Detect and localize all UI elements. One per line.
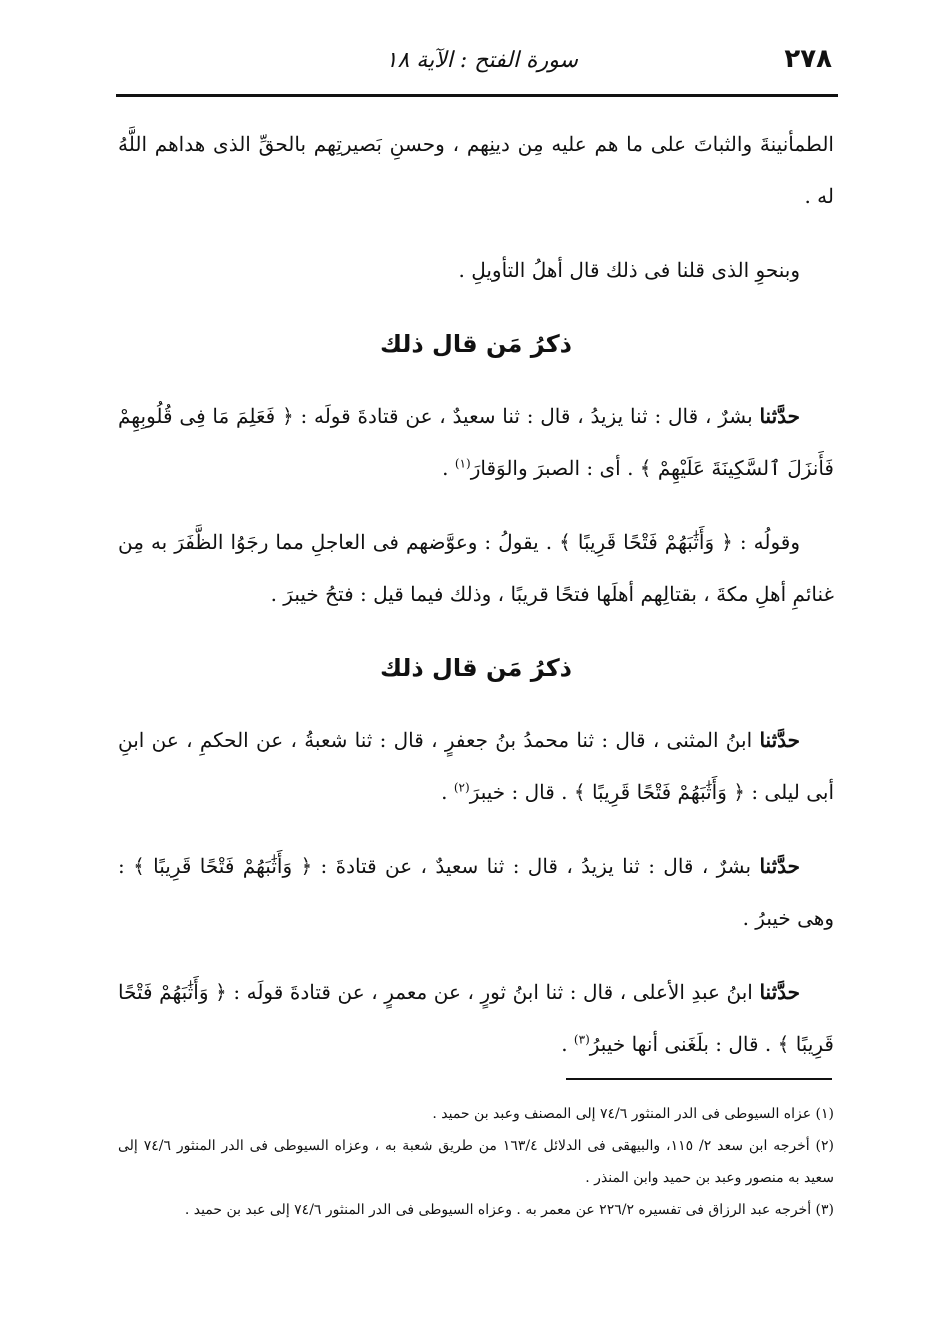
paragraph-2 xyxy=(118,244,834,296)
header-rule xyxy=(116,94,838,97)
footnote-1: (١) عزاه السيوطى فى الدر المنثور ٧٤/٦ إلى المصنف وعبد بن حميد . xyxy=(432,1106,834,1122)
running-title: سورة الفتح : الآية ١٨ xyxy=(385,48,578,73)
paragraph-1-text: الطمأنينةَ والثباتَ على ما هم عليه مِن دينِهم ، وحسنِ بَصيرتِهم بالحقِّ الذى هداهم اللَّهُ له . xyxy=(118,132,834,208)
paragraph-3 xyxy=(118,390,834,494)
page-header xyxy=(116,40,836,90)
paragraph-4 xyxy=(118,516,834,620)
main-text xyxy=(118,118,834,1092)
paragraph-5 xyxy=(118,714,834,818)
paragraph-4-text: وقولُه : ﴿ وَأَثَٰبَهُمْ فَتْحًا قَرِيبًا ﴾ . يقولُ : وعوَّضهم فى العاجلِ مما رجَوُا الظَّفَرَ به مِن غنائمِ أهلِ مكةَ ، بقتالِهم أهلَها فتحًا قريبًا ، وذلك فيما قيل : فتحُ خيبرَ . xyxy=(118,530,834,606)
paragraph-3-text: بشرٌ ، قال : ثنا يزيدُ ، قال : ثنا سعيدٌ ، عن قتادةَ قولَه : ﴿ فَعَلِمَ مَا فِى قُلُوبِهِمْ فَأَنزَلَ ٱلسَّكِينَةَ عَلَيْهِمْ ﴾ . أى : الصبرَ والوَقارَ xyxy=(118,404,834,480)
paragraph-3-end: . xyxy=(442,456,455,480)
footnote-2: (٢) أخرجه ابن سعد ٢/ ١١٥، والبيهقى فى الدلائل ١٦٣/٤ من طريق شعبة به ، وعزاه السيوطى فى الدر المنثور ٧٤/٦ إلى سعيد به منصور وعبد بن حميد وابن المنذر . xyxy=(118,1138,834,1186)
section-heading-1: ذكرُ مَن قال ذلك xyxy=(380,330,572,358)
paragraph-5-end: . xyxy=(441,780,454,804)
paragraph-7-end: . xyxy=(561,1032,574,1056)
paragraph-7-text: ابنُ عبدِ الأعلى ، قال : ثنا ابنُ ثورٍ ، عن معمرٍ ، عن قتادةَ قولَه : ﴿ وَأَثَٰبَهُمْ فَتْحًا قَرِيبًا ﴾ . قال : بلَغَنى أنها خيبرُ xyxy=(118,980,834,1056)
paragraph-6-text: بشرٌ ، قال : ثنا يزيدُ ، قال : ثنا سعيدٌ ، عن قتادةَ : ﴿ وَأَثَٰبَهُمْ فَتْحًا قَرِيبًا ﴾ : وهى خيبرُ . xyxy=(118,854,834,930)
paragraph-5-lead: حدَّثنا xyxy=(759,728,800,752)
footnote-ref-3: (٣) xyxy=(573,1032,590,1047)
footnote-rule xyxy=(566,1078,832,1080)
paragraph-7 xyxy=(118,966,834,1070)
paragraph-5-text: ابنُ المثنى ، قال : ثنا محمدُ بنُ جعفرٍ ، قال : ثنا شعبةُ ، عن الحكمِ ، عن ابنِ أبى ليلى : ﴿ وَأَثَٰبَهُمْ فَتْحًا قَرِيبًا ﴾ . قال : خيبرَ xyxy=(118,728,834,804)
section-heading-2: ذكرُ مَن قال ذلك xyxy=(380,654,572,682)
footnote-3: (٣) أخرجه عبد الرزاق فى تفسيره ٢٢٦/٢ عن معمر به . وعزاه السيوطى فى الدر المنثور ٧٤/٦ إلى عبد بن حميد . xyxy=(184,1202,834,1218)
paragraph-3-lead: حدَّثنا xyxy=(759,404,800,428)
footnote-ref-2: (٢) xyxy=(453,780,470,795)
page-number: ٢٧٨ xyxy=(784,44,832,74)
footnote-ref-1: (١) xyxy=(454,456,471,471)
paragraph-2-text: وبنحوِ الذى قلنا فى ذلك قال أهلُ التأويلِ . xyxy=(458,258,800,282)
paragraph-1 xyxy=(118,118,834,222)
paragraph-6 xyxy=(118,840,834,944)
footnotes xyxy=(118,1098,834,1226)
paragraph-6-lead: حدَّثنا xyxy=(759,854,801,878)
paragraph-7-lead: حدَّثنا xyxy=(759,980,800,1004)
